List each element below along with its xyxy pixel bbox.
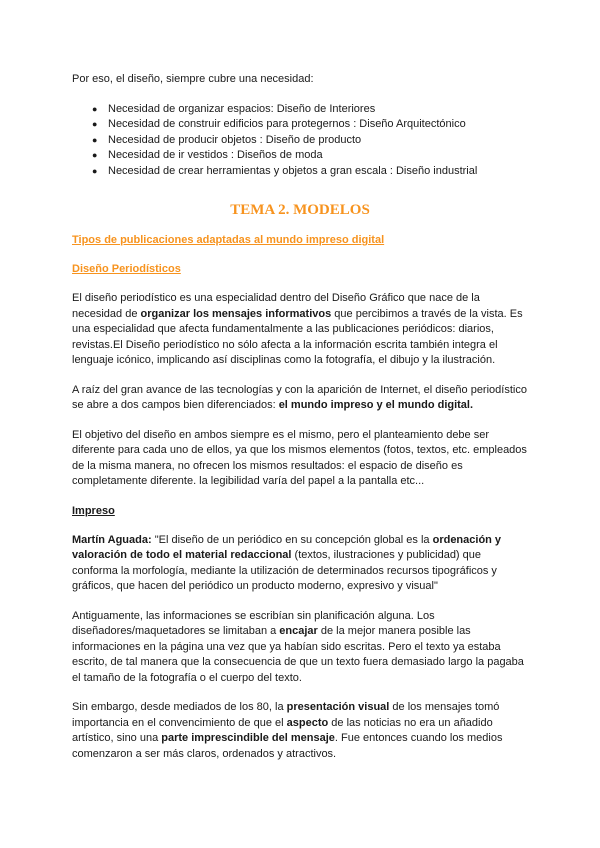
paragraph-6: Sin embargo, desde mediados de los 80, la presentación visual de los mensajes tomó importancia en el convencimiento de que el aspecto de las noticias no era un añadido artístico, sino una parte imprescindible del mensaje. Fue entonces cuando los medios comenzaron a ser más claros, ordenados y atractivos. bbox=[72, 701, 503, 760]
bullet-icon: ● bbox=[92, 150, 98, 160]
list-item: ● Necesidad de producir objetos : Diseño de producto bbox=[92, 133, 528, 149]
paragraph-2: A raíz del gran avance de las tecnologías y con la aparición de Internet, el diseño periodístico se abre a dos campos bien diferenciados: el mundo impreso y el mundo digital. bbox=[72, 383, 527, 411]
list-item: ● Necesidad de construir edificios para protegernos : Diseño Arquitectónico bbox=[92, 117, 528, 133]
needs-list bbox=[72, 102, 528, 180]
intro-text: Por eso, el diseño, siempre cubre una necesidad: bbox=[72, 73, 314, 85]
paragraph-4: Martín Aguada: "El diseño de un periódico en su concepción global es la ordenación y valoración de todo el material redaccional (textos, ilustraciones y publicidad) que conforma la morfología, mediante la utilización de determinados recursos tipográficos y gráficos, que hacen del periódico un producto moderno, expresivo y visual" bbox=[72, 533, 502, 592]
bullet-icon: ● bbox=[92, 103, 98, 114]
paragraph-3: El objetivo del diseño en ambos siempre es el mismo, pero el planteamiento debe ser diferente para cada uno de ellos, ya que los mismos elementos (fotos, textos, etc. empleados de la misma manera, no ofrecen los mismos resultados: el espacio de diseño es completamente diferente. la legibilidad varía del papel a la pantalla etc... bbox=[72, 428, 527, 487]
page-title: TEMA 2. MODELOS bbox=[230, 202, 370, 218]
document-page bbox=[72, 72, 528, 776]
subheading: Tipos de publicaciones adaptadas al mundo impreso digital bbox=[72, 234, 385, 246]
list-item: ● Necesidad de crear herramientas y objetos a gran escala : Diseño industrial bbox=[92, 164, 528, 180]
list-item: ● Necesidad de ir vestidos : Diseños de moda bbox=[92, 148, 528, 164]
paragraph-5: Antiguamente, las informaciones se escribían sin planificación alguna. Los diseñadores/maquetadores se limitaban a encajar de la mejor manera posible las informaciones en la página una vez que ya habían sido escritas. Pero el texto ya estaba escrito, de tal manera que la consecuencia de que un texto fuera demasiado largo la pagaba el tamaño de la fotografía o el cuerpo del texto. bbox=[72, 609, 524, 684]
list-item: ● Necesidad de organizar espacios: Diseño de Interiores bbox=[92, 102, 528, 118]
bullet-icon: ● bbox=[92, 134, 98, 145]
bullet-icon: ● bbox=[92, 119, 98, 129]
paragraph-1: El diseño periodístico es una especialidad dentro del Diseño Gráfico que nace de la necesidad de organizar los mensajes informativos que percibimos a través de la vista. Es una especialidad que afecta fundamentalmente a las publicaciones periódicos: diarios, revistas.El Diseño periodístico no sólo afecta a la información escrita también integra el lenguaje icónico, implicando así disciplinas como la fotografía, el dibujo y la ilustración. bbox=[72, 292, 523, 366]
section-title-periodisticos: Diseño Periodísticos bbox=[72, 263, 181, 275]
bullet-icon: ● bbox=[92, 165, 98, 176]
section-title-impreso: Impreso bbox=[72, 504, 115, 517]
